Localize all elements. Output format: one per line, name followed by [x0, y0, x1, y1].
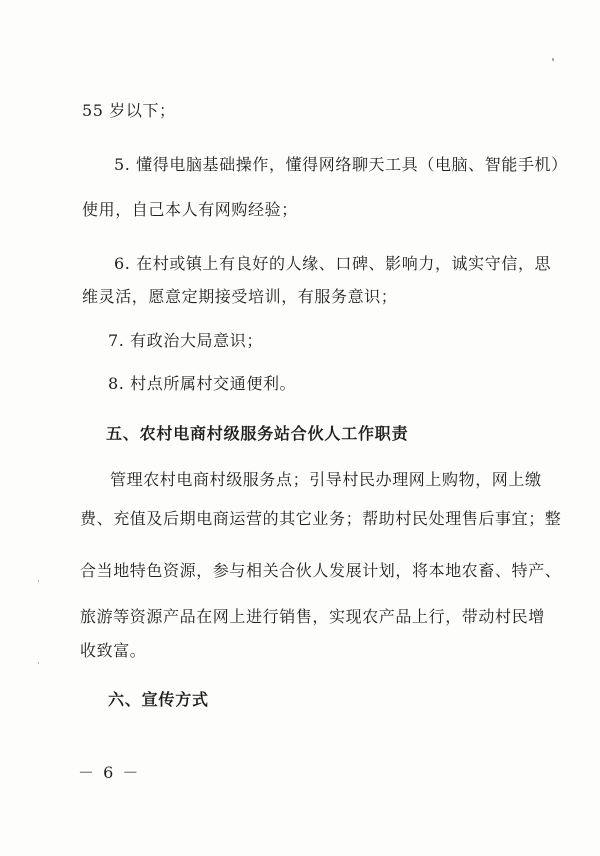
- scan-speck: [552, 58, 554, 61]
- section-heading-6: 六、宣传方式: [108, 690, 209, 709]
- text-line-4: 6. 在村或镇上有良好的人缘、口碑、影响力，诚实守信，思: [114, 254, 552, 273]
- text-line-12: 收致富。: [80, 641, 147, 660]
- text-line-3: 使用，自己本人有网购经验；: [82, 200, 298, 219]
- section-heading-5: 五、农村电商村级服务站合伙人工作职责: [106, 424, 409, 443]
- text-line-6: 7. 有政治大局意识；: [108, 331, 263, 350]
- page-number: － 6 －: [78, 763, 141, 782]
- scan-speck: [38, 662, 39, 664]
- scan-speck: [38, 580, 39, 582]
- text-line-11: 旅游等资源产品在网上进行销售，实现农产品上行，带动村民增: [80, 607, 545, 626]
- text-line-9: 费、充值及后期电商运营的其它业务；帮助村民处理售后事宜；整: [80, 509, 562, 528]
- text-line-2: 5. 懂得电脑基础操作，懂得网络聊天工具（电脑、智能手机）: [114, 155, 568, 174]
- text-line-8: 管理农村电商村级服务点；引导村民办理网上购物，网上缴: [110, 470, 542, 489]
- text-line-10: 合当地特色资源，参与相关合伙人发展计划，将本地农畜、特产、: [80, 561, 562, 580]
- text-line-5: 维灵活，愿意定期接受培训，有服务意识；: [82, 287, 398, 306]
- text-line-1: 55 岁以下；: [82, 101, 176, 120]
- text-line-7: 8. 村点所属村交通便利。: [108, 374, 297, 393]
